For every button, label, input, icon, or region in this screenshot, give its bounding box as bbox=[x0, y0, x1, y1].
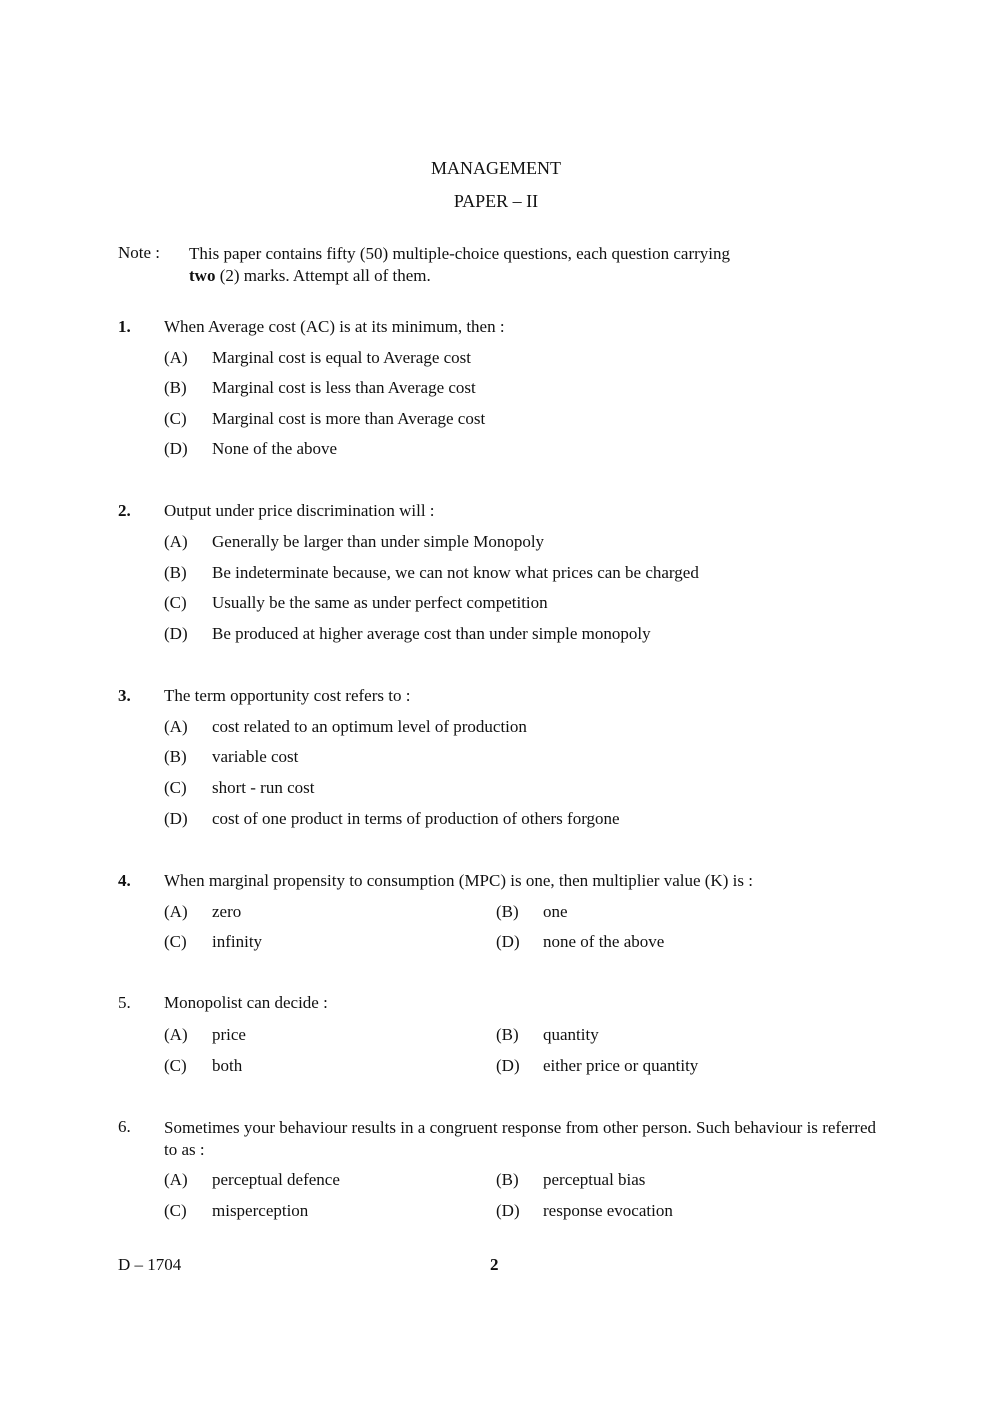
question-number: 5. bbox=[118, 993, 131, 1012]
option-a-text: Marginal cost is equal to Average cost bbox=[212, 348, 472, 367]
option-c-label: (C) bbox=[164, 1056, 187, 1075]
option-c-text: misperception bbox=[212, 1201, 309, 1220]
option-b-label: (B) bbox=[496, 902, 519, 921]
paper-title: PAPER – II bbox=[453, 191, 539, 211]
question-number: 2. bbox=[118, 501, 131, 520]
option-b-label: (B) bbox=[164, 563, 187, 582]
option-a-label: (A) bbox=[164, 1025, 188, 1044]
option-b-text: Be indeterminate because, we can not know what prices can be charged bbox=[212, 563, 699, 582]
note-line1: This paper contains fifty (50) multiple-choice questions, each question carrying bbox=[189, 244, 731, 263]
option-d-label: (D) bbox=[496, 932, 520, 951]
question-text: When Average cost (AC) is at its minimum, then : bbox=[164, 317, 505, 336]
option-a-label: (A) bbox=[164, 532, 188, 551]
option-c-label: (C) bbox=[164, 932, 187, 951]
question-text: Monopolist can decide : bbox=[164, 993, 328, 1012]
option-b-label: (B) bbox=[496, 1025, 519, 1044]
option-c-label: (C) bbox=[164, 409, 187, 428]
option-c-text: Marginal cost is more than Average cost bbox=[212, 409, 486, 428]
option-d-label: (D) bbox=[164, 439, 188, 458]
option-c-label: (C) bbox=[164, 1201, 187, 1220]
option-b-text: quantity bbox=[543, 1025, 599, 1044]
question-number: 3. bbox=[118, 686, 131, 705]
option-d-text: None of the above bbox=[212, 439, 338, 458]
option-b-text: Marginal cost is less than Average cost bbox=[212, 378, 476, 397]
note-bold-two: two bbox=[189, 266, 216, 285]
option-b-text: perceptual bias bbox=[543, 1170, 646, 1189]
option-a-text: Generally be larger than under simple Monopoly bbox=[212, 532, 545, 551]
question-number: 4. bbox=[118, 871, 131, 890]
option-a-label: (A) bbox=[164, 717, 188, 736]
question-text: Output under price discrimination will : bbox=[164, 501, 435, 520]
question-number: 1. bbox=[118, 317, 131, 336]
note-text bbox=[189, 243, 879, 287]
option-a-text: perceptual defence bbox=[212, 1170, 340, 1189]
question-text: When marginal propensity to consumption (MPC) is one, then multiplier value (K) is : bbox=[164, 871, 753, 890]
option-c-text: infinity bbox=[212, 932, 263, 951]
option-a-text: cost related to an optimum level of production bbox=[212, 717, 527, 736]
option-d-text: Be produced at higher average cost than under simple monopoly bbox=[212, 624, 651, 643]
option-c-text: both bbox=[212, 1056, 243, 1075]
option-d-label: (D) bbox=[164, 809, 188, 828]
paper-code: D – 1704 bbox=[118, 1255, 182, 1274]
option-a-label: (A) bbox=[164, 348, 188, 367]
subject-title: MANAGEMENT bbox=[431, 158, 561, 178]
option-a-text: price bbox=[212, 1025, 246, 1044]
option-b-label: (B) bbox=[496, 1170, 519, 1189]
question-text: Sometimes your behaviour results in a congruent response from other person. Such behaviour is referred to as : bbox=[164, 1118, 876, 1159]
option-b-label: (B) bbox=[164, 378, 187, 397]
option-d-label: (D) bbox=[496, 1201, 520, 1220]
option-b-text: one bbox=[543, 902, 568, 921]
note-label: Note : bbox=[118, 243, 161, 262]
option-d-text: either price or quantity bbox=[543, 1056, 699, 1075]
option-c-label: (C) bbox=[164, 593, 187, 612]
option-b-text: variable cost bbox=[212, 747, 299, 766]
option-b-label: (B) bbox=[164, 747, 187, 766]
option-a-label: (A) bbox=[164, 1170, 188, 1189]
option-d-text: none of the above bbox=[543, 932, 665, 951]
option-a-text: zero bbox=[212, 902, 242, 921]
note-line2: (2) marks. Attempt all of them. bbox=[215, 266, 431, 285]
option-d-text: response evocation bbox=[543, 1201, 673, 1220]
option-d-label: (D) bbox=[496, 1056, 520, 1075]
option-c-text: Usually be the same as under perfect competition bbox=[212, 593, 548, 612]
question-text: The term opportunity cost refers to : bbox=[164, 686, 411, 705]
option-c-label: (C) bbox=[164, 778, 187, 797]
option-d-label: (D) bbox=[164, 624, 188, 643]
option-c-text: short - run cost bbox=[212, 778, 315, 797]
option-d-text: cost of one product in terms of production of others forgone bbox=[212, 809, 620, 828]
option-a-label: (A) bbox=[164, 902, 188, 921]
page-number: 2 bbox=[490, 1255, 499, 1274]
question-number: 6. bbox=[118, 1117, 131, 1136]
